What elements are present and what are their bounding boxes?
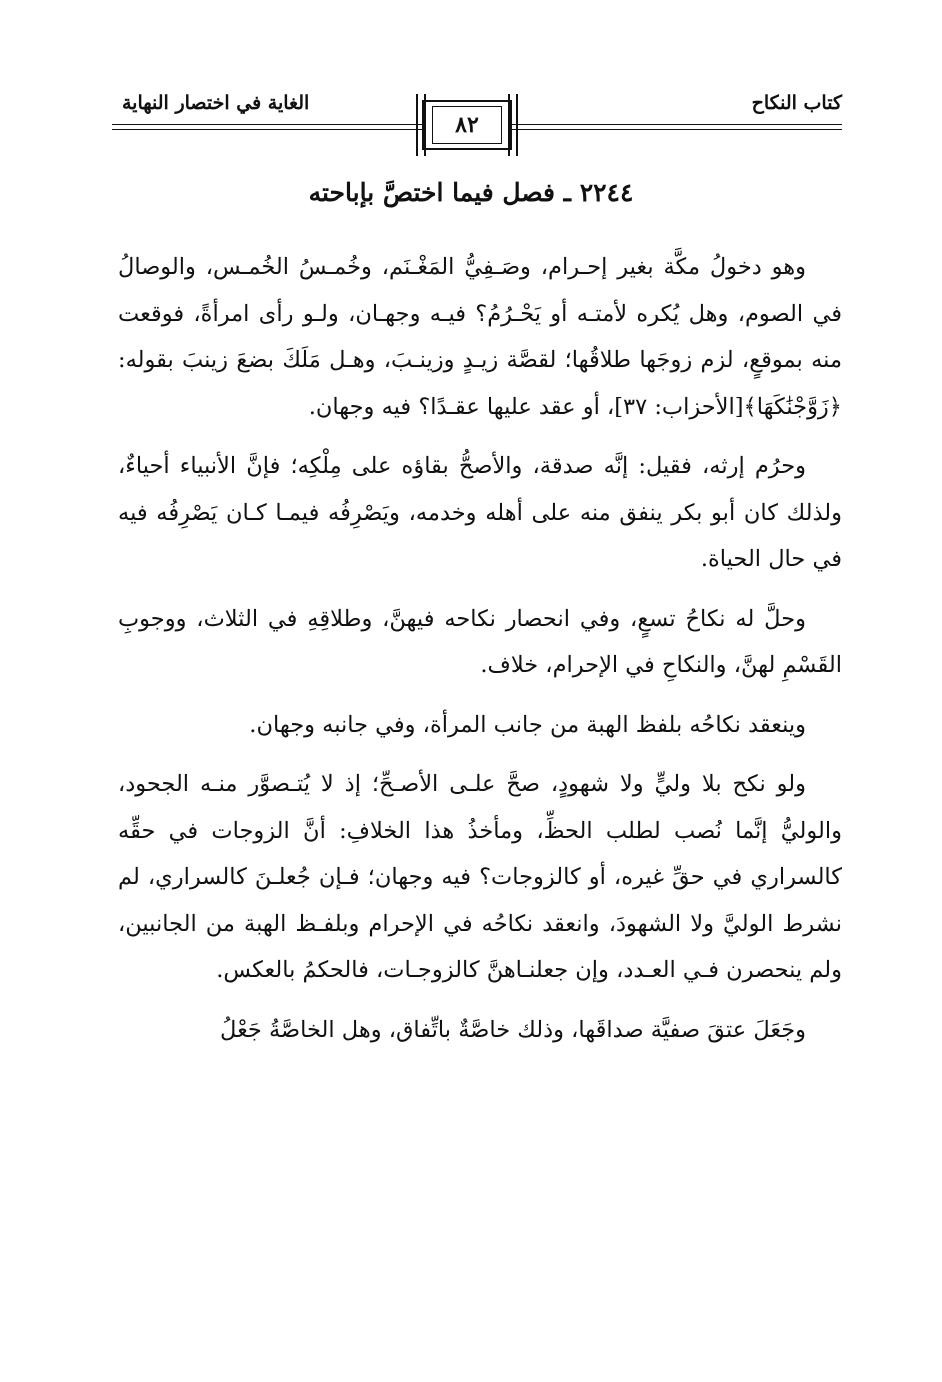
body-text bbox=[118, 244, 842, 1053]
paragraph bbox=[118, 702, 842, 749]
running-header-book-title: الغاية في اختصار النهاية bbox=[122, 92, 310, 114]
section-title: ٢٢٤٤ ـ فصل فيما اختصَّ بإباحته bbox=[308, 178, 634, 207]
paragraph bbox=[118, 443, 842, 583]
paragraph-text: ولو نكح بلا وليٍّ ولا شهودٍ، صحَّ علـى الأصـحِّ؛ إذ لا يُتـصوَّر منـه الجحود، والوليُّ إنَّما نُصب لطلب الحظِّ، ومأخذُ هذا الخلافِ: أنَّ الزوجات في حقِّه كالسراري في حقِّ غيره، أو كالزوجات؟ فيه وجهان؛ فـإن جُعلـنَ كالسراري، لم نشرط الوليَّ ولا الشهودَ، وانعقد نكاحُه في الإحرام وبلفـظ الهبة من الجانبين، ولم ينحصرن فـي العـدد، وإن جعلنـاهنَّ كالزوجـات، فالحكمُ بالعكس. bbox=[118, 771, 842, 983]
paragraph-text: وحلَّ له نكاحُ تسعٍ، وفي انحصار نكاحه فيهنَّ، وطلاقِهِ في الثلاث، ووجوبِ القَسْمِ لهنَّ، والنكاحِ في الإحرام، خلاف. bbox=[118, 605, 842, 678]
page-number-frame bbox=[422, 100, 512, 150]
page-number: ٨٢ bbox=[455, 112, 479, 138]
paragraph-text: وينعقد نكاحُه بلفظ الهبة من جانب المرأة، وفي جانبه وجهان. bbox=[249, 711, 806, 738]
paragraph bbox=[118, 1007, 842, 1054]
paragraph-text: وحرُم إرثه، فقيل: إنَّه صدقة، والأصحُّ بقاؤه على مِلْكِه؛ فإنَّ الأنبياء أحياءٌ، ولذلك كان أبو بكر ينفق منه على أهله وخدمه، ويَصْرِفُه فيمـا كـان يَصْرِفُه فيه في حال الحياة. bbox=[118, 453, 842, 572]
paragraph-text: وجَعَلَ عتقَ صفيَّة صداقَها، وذلك خاصَّةٌ باتِّفاق، وهل الخاصَّةُ جَعْلُ bbox=[220, 1016, 806, 1043]
running-header-chapter: كتاب النكاح bbox=[751, 92, 842, 114]
paragraph-text: وهو دخولُ مكَّة بغير إحـرام، وصَـفِيُّ المَغْـنَم، وخُمـسُ الخُمـس، والوصالُ في الصوم، وهل يُكره لأمتـه أو يَحْـرُمُ؟ فيـه وجهـان، ولـو رأى امرأةً، فوقعت منه بموقعٍ، لزم زوجَها طلاقُها؛ لقصَّة زيـدٍ وزينـبَ، وهـل مَلَكَ بضعَ زينبَ بقوله: ﴿زَوَّجْنَٰكَهَا﴾[الأحزاب: ٣٧]، أو عقد عليها عقـدًا؟ فيه وجهان. bbox=[118, 254, 842, 420]
paragraph bbox=[118, 761, 842, 994]
paragraph bbox=[118, 596, 842, 689]
paragraph bbox=[118, 244, 842, 430]
